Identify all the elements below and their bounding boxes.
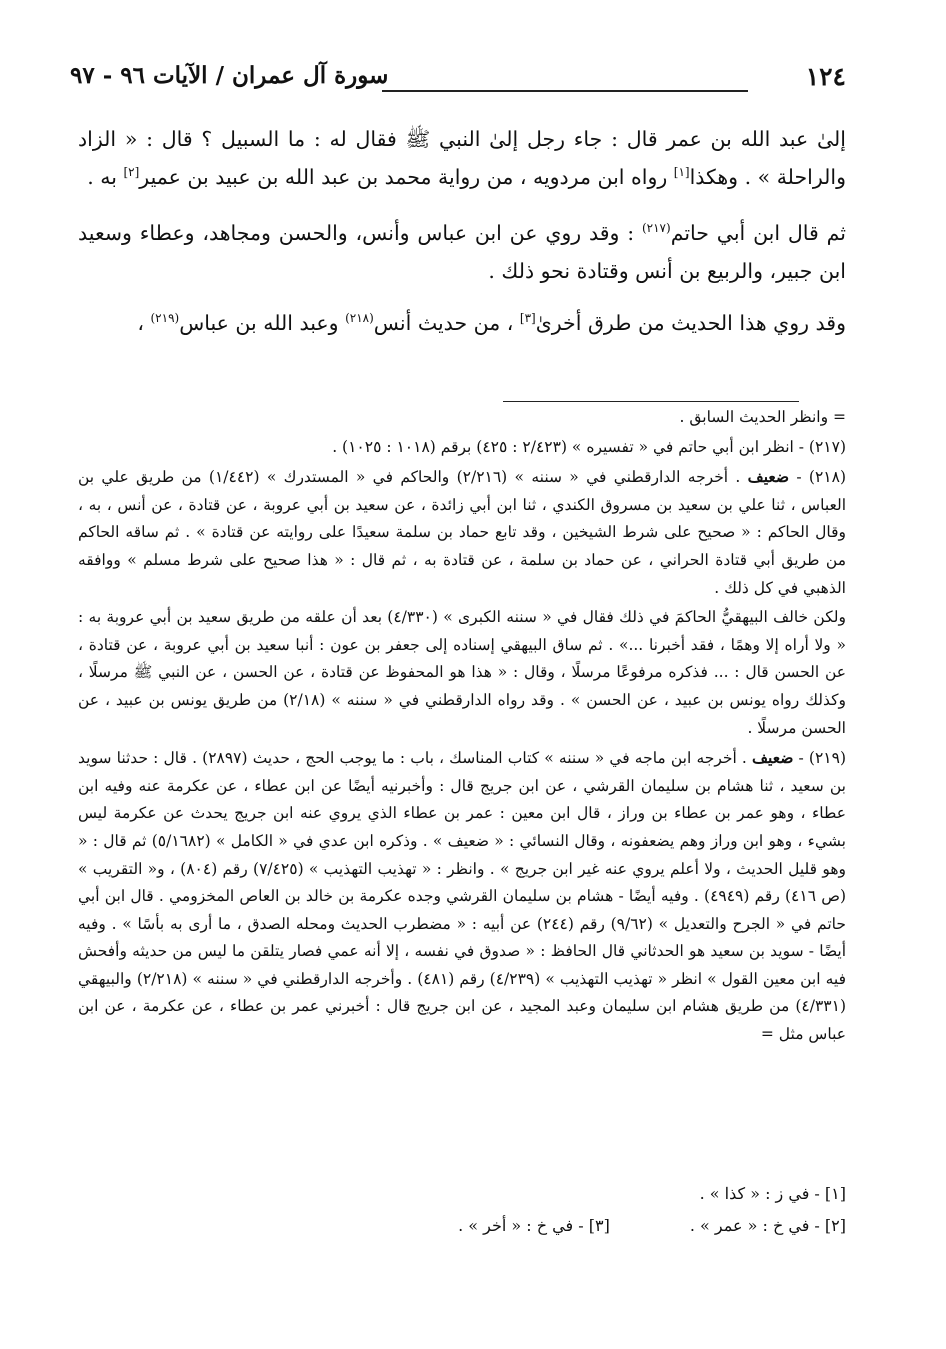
note-continuation: = وانظر الحديث السابق . [679,408,846,426]
note-218-grade: ضعيف [747,467,790,487]
paragraph-1 [78,120,846,196]
footnote-ref-2: [٢] [123,165,140,180]
paragraph-3 [78,304,846,342]
editorial-note-2: [٢] - في خ : « عمر » . [689,1216,846,1235]
header-rule [382,90,748,92]
running-title: سورة آل عمران / الآيات ٩٦ - ٩٧ [70,62,389,89]
note-219-grade: ضعيف [752,748,794,768]
notes-separator [503,401,799,402]
main-text [78,120,846,356]
paragraph-2-part-b: : وقد روي عن ابن عباس وأنس، والحسن ومجاهد، وعطاء وسعيد ابن جبير، والربيع بن أنس وقتادة نحو ذلك . [78,221,846,283]
paragraph-3-part-d: ، [137,311,151,335]
paragraph-3-part-b: ، من حديث أنس [373,311,520,335]
footnotes [78,404,846,1051]
note-218 [78,463,846,602]
note-217: (٢١٧) - انظر ابن أبي حاتم في « تفسيره » (٢/٤٢٣ : ٤٢٥) برقم (١٠١٨ : ١٠٢٥) . [332,437,846,456]
note-219 [78,744,846,1049]
editorial-note-3: [٣] - في خ : « أخر » . [458,1216,610,1235]
paragraph-1-part-b: رواه ابن مردويه ، من رواية محمد بن عبد الله بن عبيد بن عمير [139,165,674,189]
paragraph-3-part-c: وعبد الله بن عباس [179,311,346,335]
paragraph-1-part-a: إلىٰ عبد الله بن عمر قال : جاء رجل إلىٰ النبي ﷺ فقال له : ما السبيل ؟ قال : « الزاد والراحلة » . وهكذا [78,127,846,189]
paragraph-1-part-c: به . [87,165,124,189]
page-header [70,58,846,98]
footnote-ref-3: [٣] [519,311,536,326]
note-ref-217: (٢١٧) [641,221,671,236]
editorial-row-2 [426,1210,846,1242]
note-218-continued: ولكن خالف البيهقيُّ الحاكمَ في ذلك فقال في « سننه الكبرى » (٤/٣٣٠) بعد أن علقه من طريق سعيد بن أبي عروبة به : « ولا أراه إلا وهمًا ، فقد أخبرنا ...» . ثم ساق البيهقي إسناده إلى جعفر بن عون : أنبا سعيد بن أبي عروبة ، عن قتادة ، عن الحسن قال : ... فذكره مرفوعًا مرسلًا ، وقال : « هذا هو المحفوظ عن قتادة ، عن الحسن ، عن النبي ﷺ مرسلًا ، وكذلك رواه يونس بن عبيد ، عن الحسن » . وقد رواه الدارقطني في « سننه » (٢/١٨) من طريق يونس بن عبيد ، عن الحسن مرسلًا . [78,608,846,737]
editorial-note-1: [١] - في ز : « كذا » . [699,1184,846,1203]
note-ref-218: (٢١٨) [345,311,374,326]
paragraph-2-part-a: ثم قال ابن أبي حاتم [670,221,846,245]
paragraph-2 [78,214,846,290]
editorial-notes [426,1178,846,1242]
footnote-ref-1: [١] [673,165,690,180]
note-218-number: (٢١٨) - [789,468,846,487]
note-218-text: . أخرجه الدارقطني في « سننه » (٢/٢١٦) والحاكم في « المستدرك » (١/٤٤٢) من طريق علي بن العباس ، ثنا علي بن سعيد بن مسروق الكندي ، ثنا ابن أبي زائدة ، عن سعيد بن أبي عروبة ، عن قتادة ، عن أنس ، به ، وقال الحاكم : « صحيح على شرط الشيخين ، وقد تابع حماد بن سلمة سعيدًا على روايته عن قتادة » . ثم ساقه الحاكم من طريق أبي قتادة الحراني ، عن حماد بن سلمة ، عن قتادة به ، ثم قال : « هذا صحيح على شرط مسلم » ووافقه الذهبي في كل ذلك . [78,468,846,597]
note-219-number: (٢١٩) - [793,749,846,768]
paragraph-3-part-a: وقد روي هذا الحديث من طرق أخرىٰ [535,311,846,335]
note-219-text: . أخرجه ابن ماجه في « سننه » كتاب المناسك ، باب : ما يوجب الحج ، حديث (٢٨٩٧) . قال : حدثنا سويد بن سعيد ، ثنا هشام بن سليمان القرشي ، عن ابن جريج قال : وأخبرنيه أيضًا عن ابن عطاء ، عن عكرمة عنه وفيه ابن عطاء ، وهو عمر بن عطاء بن وراز ، قال ابن معين : عمر بن عطاء الذي يروي عنه ابن جريج يحدث عن عكرمة ليس بشيء ، وهو ابن وراز وهم يضعفونه ، وقال النسائي : « ضعيف » . وذكره ابن عدي في « الكامل » (٥/١٦٨٢) ثم قال : « وهو قليل الحديث ، ولا أعلم يروي عنه غير ابن جريج » . وانظر : « تهذيب التهذيب » (٧/٤٢٥) رقم (٨٠٤) ، و« التقريب » (ص ٤١٦) رقم (٤٩٤٩) . وفيه أيضًا - هشام بن سليمان القرشي وجده عكرمة بن خالد بن العاص المخزومي . قال ابن أبي حاتم في « الجرح والتعديل » (٩/٦٢) رقم (٢٤٤) عن أبيه : « مضطرب الحديث ومحله الصدق ، ما أرى به بأسًا » . وفيه أيضًا - سويد بن سعيد هو الحدثاني قال الحافظ : « صدوق في نفسه ، إلا أنه عمي فصار يتلقن ما ليس من حديثه وأفحش فيه ابن معين القول » انظر « تهذيب التهذيب » (٤/٢٣٩) رقم (٤٨١) . وأخرجه الدارقطني في « سننه » (٢/٢١٨) والبيهقي (٤/٣٣١) من طريق هشام ابن سليمان وعبد المجيد ، عن ابن جريج قال : أخبرني عمر بن عطاء ، عن عكرمة ، عن ابن عباس مثل = [78,749,846,1044]
note-ref-219: (٢١٩) [150,311,180,326]
page-number: ١٢٤ [805,62,846,91]
